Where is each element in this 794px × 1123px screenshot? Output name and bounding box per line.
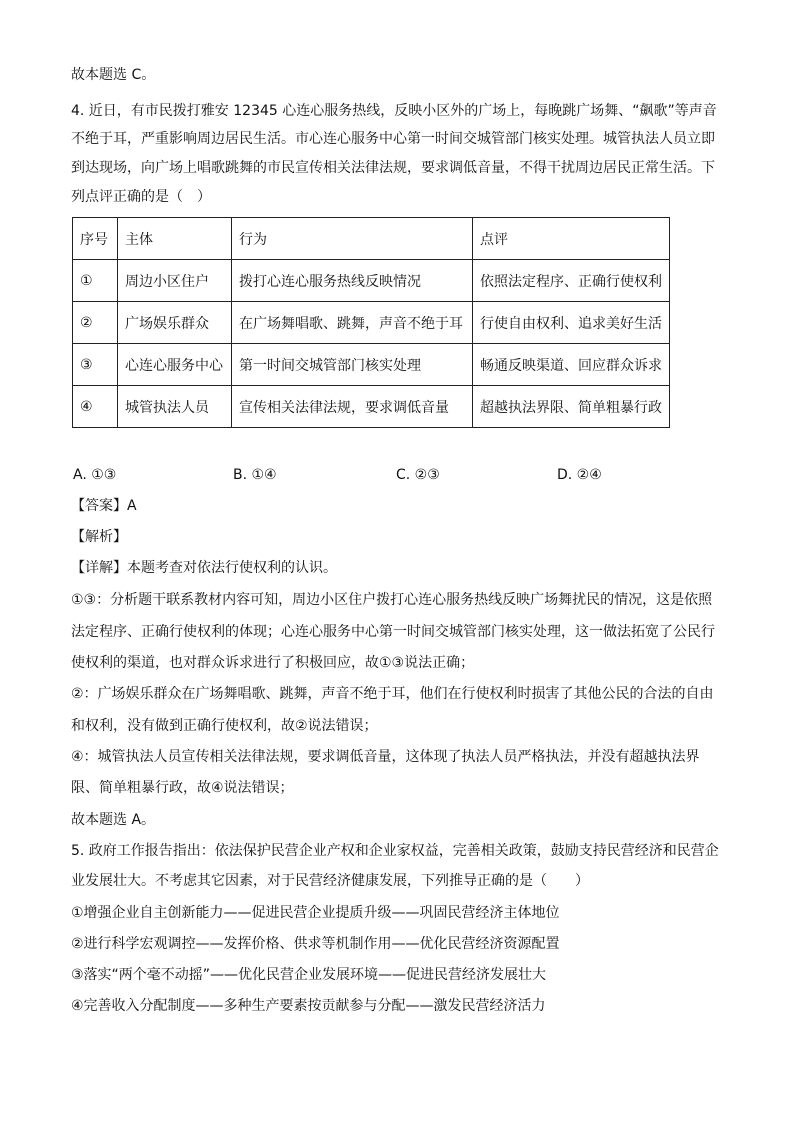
table-cell: 拨打心连心服务热线反映情况: [232, 260, 473, 302]
table-cell: 畅通反映渠道、回应群众诉求: [473, 344, 670, 386]
table-cell: 广场娱乐群众: [118, 302, 232, 344]
table-cell: 超越执法界限、简单粗暴行政: [473, 386, 670, 428]
question-5-stem-line-2: 业发展壮大。不考虑其它因素，对于民营经济健康发展，下列推导正确的是（ ）: [71, 873, 589, 889]
answer-label: 【答案】: [71, 498, 127, 514]
previous-conclusion: 故本题选 C。: [71, 67, 156, 83]
analysis-label: 【解析】: [71, 529, 127, 545]
detail-paragraph-3-line-2: 限、简单粗暴行政，故④说法错误；: [71, 780, 294, 796]
table-cell: 依照法定程序、正确行使权利: [473, 260, 670, 302]
answer-value: A: [127, 498, 137, 514]
answer-line: [71, 496, 137, 516]
detail-paragraph-1-line-2: 法定程序、正确行使权利的体现；心连心服务中心第一时间交城管部门核实处理，这一做法拓宽了公民行: [71, 624, 715, 640]
option-c: C. ②③: [396, 467, 440, 483]
table-row: [73, 344, 670, 386]
question-4-stem-line-3: 到达现场，向广场上唱歌跳舞的市民宣传相关法律法规，要求调低音量，不得干扰周边居民正常生活。下: [71, 160, 715, 176]
detail-intro: 本题考查对依法行使权利的认识。: [127, 560, 337, 576]
table-cell: 第一时间交城管部门核实处理: [232, 344, 473, 386]
detail-paragraph-3-line-1: ④：城管执法人员宣传相关法律法规，要求调低音量，这体现了执法人员严格执法，并没有超越执法界: [71, 749, 700, 765]
table-header-cell: 主体: [118, 218, 232, 260]
option-a: A. ①③: [73, 467, 117, 483]
question-4-stem-line-1: 4. 近日，有市民拨打雅安 12345 心连心服务热线，反映小区外的广场上，每晚跳广场舞、“飙歌”等声音: [71, 103, 717, 119]
detail-paragraph-1-line-3: 使权利的渠道，也对群众诉求进行了积极回应，故①③说法正确；: [71, 655, 475, 671]
table-cell: 周边小区住户: [118, 260, 232, 302]
table-cell: 行使自由权利、追求美好生活: [473, 302, 670, 344]
table-cell: ③: [73, 344, 118, 386]
table-row: [73, 302, 670, 344]
detail-paragraph-2-line-2: 和权利，没有做到正确行使权利，故②说法错误；: [71, 718, 378, 734]
table-cell: ②: [73, 302, 118, 344]
table-header-cell: 点评: [473, 218, 670, 260]
table-header-cell: 序号: [73, 218, 118, 260]
question-5-item-4: ④完善收入分配制度——多种生产要素按贡献参与分配——激发民营经济活力: [71, 998, 546, 1014]
table-header-row: [73, 218, 670, 260]
table-cell: ①: [73, 260, 118, 302]
table-row: [73, 386, 670, 428]
question-4-stem-line-4: 列点评正确的是（ ）: [71, 189, 211, 205]
detail-paragraph-2-line-1: ②：广场娱乐群众在广场舞唱歌、跳舞，声音不绝于耳，他们在行使权利时损害了其他公民的合法的自由: [71, 686, 714, 702]
table-cell: 宣传相关法律法规，要求调低音量: [232, 386, 473, 428]
question-5-item-1: ①增强企业自主创新能力——促进民营企业提质升级——巩固民营经济主体地位: [71, 905, 560, 921]
question-5-stem-line-1: 5. 政府工作报告指出：依法保护民营企业产权和企业家权益，完善相关政策，鼓励支持民营经济和民营企: [71, 843, 719, 859]
table-cell: 心连心服务中心: [118, 344, 232, 386]
table-header-cell: 行为: [232, 218, 473, 260]
table-cell: 城管执法人员: [118, 386, 232, 428]
option-d: D. ②④: [557, 467, 602, 483]
detail-intro-line: [71, 558, 337, 578]
option-b: B. ①④: [233, 467, 277, 483]
detail-label: 【详解】: [71, 560, 127, 576]
detail-conclusion: 故本题选 A。: [71, 812, 156, 828]
table-cell: 在广场舞唱歌、跳舞，声音不绝于耳: [232, 302, 473, 344]
detail-paragraph-1-line-1: ①③：分析题干联系教材内容可知，周边小区住户拨打心连心服务热线反映广场舞扰民的情况，这是依照: [71, 592, 713, 608]
evaluation-table: [72, 217, 670, 428]
question-4-stem-line-2: 不绝于耳，严重影响周边居民生活。市心连心服务中心第一时间交城管部门核实处理。城管执法人员立即: [71, 131, 715, 147]
table-cell: ④: [73, 386, 118, 428]
question-5-item-3: ③落实“两个毫不动摇”——优化民营企业发展环境——促进民营经济发展壮大: [71, 967, 547, 983]
question-5-item-2: ②进行科学宏观调控——发挥价格、供求等机制作用——优化民营经济资源配置: [71, 936, 560, 952]
table-row: [73, 260, 670, 302]
